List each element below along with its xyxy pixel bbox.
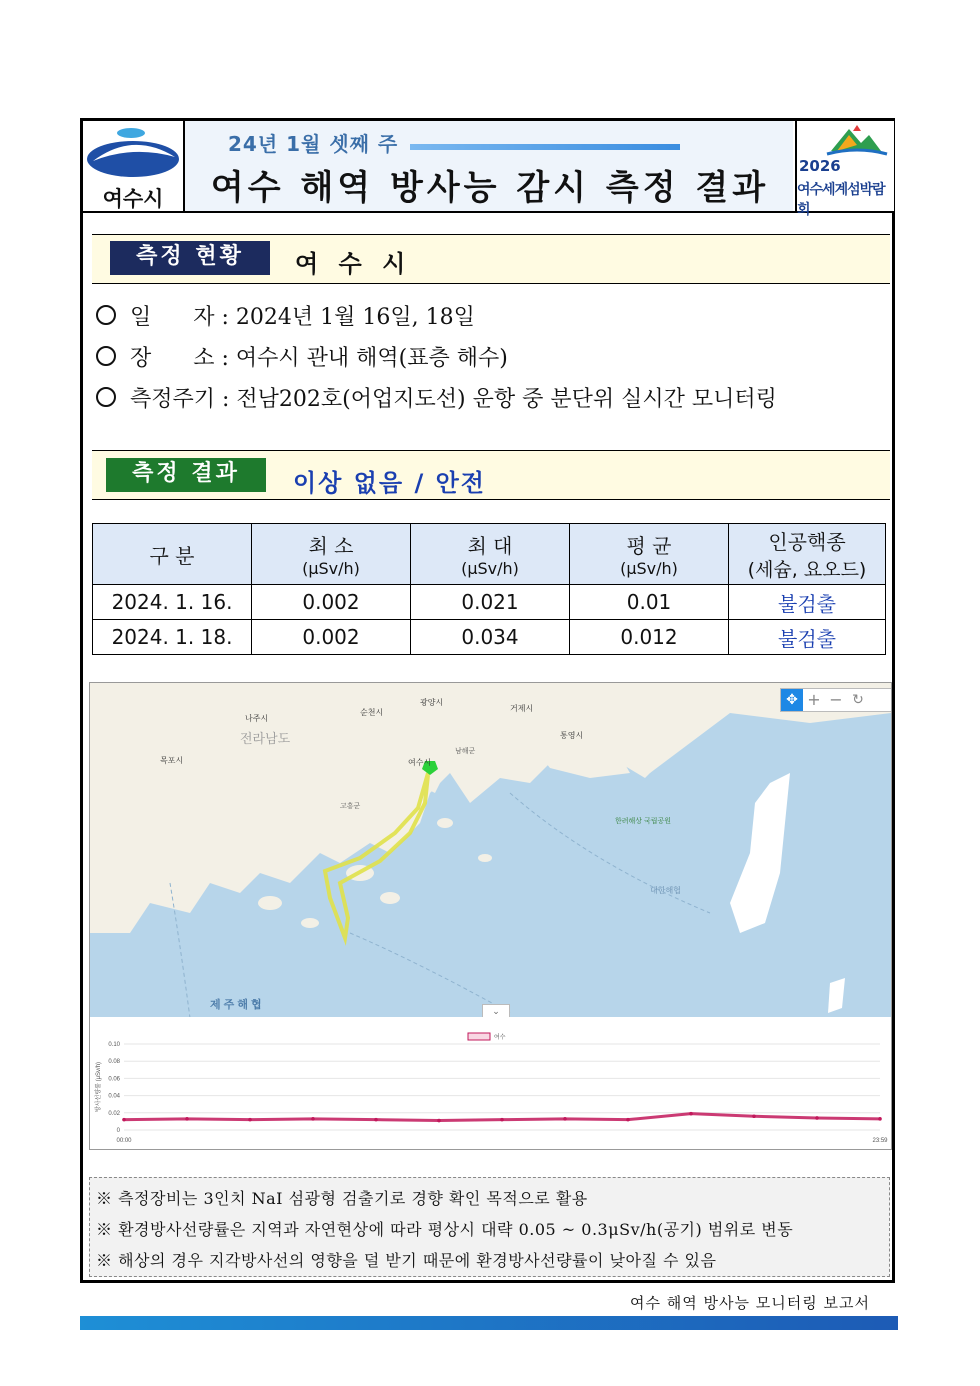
- data-point: [311, 1117, 315, 1121]
- info-value: 전남202호(어업지도선) 운항 중 분단위 실시간 모니터링: [236, 387, 777, 412]
- data-point: [500, 1118, 504, 1122]
- zoom-out-icon[interactable]: −: [829, 690, 843, 709]
- map-label-sea: 대한해협: [650, 886, 681, 895]
- bullet-circle-icon: [96, 387, 116, 407]
- status-section-badge: 측정 현황: [110, 241, 270, 275]
- legend-swatch: [468, 1033, 490, 1040]
- week-underline: [410, 144, 680, 150]
- min-cell: 0.002: [252, 585, 411, 620]
- status-section-value: 여 수 시: [295, 250, 412, 278]
- map-label-city: 목포시: [160, 756, 184, 765]
- result-section-value: 이상 없음 / 안전: [293, 469, 486, 497]
- expo-year: 2026: [799, 157, 841, 175]
- map-label-city: 거제시: [510, 704, 534, 713]
- y-tick-label: 0.06: [108, 1076, 120, 1083]
- header-cell: 인공핵종 (세슘, 요오드): [729, 524, 886, 585]
- shipping-lane: [510, 793, 710, 913]
- route-map[interactable]: [89, 682, 892, 1019]
- data-point: [437, 1119, 441, 1123]
- table-header-row: [93, 524, 886, 585]
- data-point: [248, 1118, 252, 1122]
- footer-bar: [80, 1316, 898, 1330]
- expo-name: 여수세계섬박람회: [797, 182, 885, 218]
- data-point: [626, 1118, 630, 1122]
- island: [258, 896, 282, 910]
- info-value: 여수시 관내 해역(표층 해수): [235, 346, 508, 371]
- refresh-icon[interactable]: ↻: [852, 692, 864, 708]
- avg-cell: 0.01: [570, 585, 729, 620]
- y-tick-label: 0.02: [108, 1110, 120, 1117]
- note-item: ※ 환경방사선량률은 지역과 자연현상에 따라 평상시 대략 0.05 ~ 0.3μSv/h(공기) 범위로 변동: [96, 1220, 794, 1239]
- legend-label: 여수: [494, 1035, 506, 1041]
- info-item-cycle: 측정주기 : 전남202호(어업지도선) 운항 중 분단위 실시간 모니터링: [96, 382, 777, 413]
- map-label-strait: 제 주 해 협: [210, 999, 262, 1011]
- date-cell: 2024. 1. 16.: [93, 585, 252, 620]
- note-item: ※ 측정장비는 3인치 NaI 섬광형 검출기로 경향 확인 목적으로 활용: [96, 1189, 588, 1208]
- info-label: 장 소: [130, 346, 215, 371]
- zoom-in-icon[interactable]: +: [807, 690, 821, 709]
- info-value: 2024년 1월 16일, 18일: [235, 305, 475, 330]
- week-label: 24년 1월 셋째 주: [228, 132, 399, 156]
- data-point: [878, 1117, 882, 1121]
- chevron-down-icon[interactable]: ⌄: [482, 1004, 510, 1019]
- map-canvas[interactable]: [90, 683, 891, 1018]
- dose-rate-chart: [89, 1017, 892, 1150]
- measurement-table: [92, 523, 886, 655]
- bullet-circle-icon: [96, 305, 116, 325]
- footer-text: 여수 해역 방사능 모니터링 보고서: [630, 1294, 870, 1312]
- data-point: [185, 1117, 189, 1121]
- yeosu-logo-icon: [83, 121, 183, 183]
- table-row: [93, 585, 886, 620]
- bullet-circle-icon: [96, 346, 116, 366]
- nuclide-cell: 불검출: [729, 620, 886, 655]
- y-tick-label: 0: [116, 1128, 120, 1134]
- island: [437, 818, 453, 828]
- map-label-province: 전라남도: [240, 731, 291, 746]
- y-tick-label: 0.08: [108, 1059, 120, 1066]
- y-tick-label: 0.04: [108, 1093, 120, 1100]
- map-controls: [780, 688, 892, 712]
- data-point: [563, 1117, 567, 1121]
- move-icon[interactable]: ✥: [781, 689, 803, 711]
- map-label-city: 나주시: [245, 714, 269, 723]
- data-point: [689, 1112, 693, 1116]
- map-label-city: 순천시: [360, 708, 384, 717]
- map-label-county: 남해군: [455, 748, 476, 755]
- data-point: [752, 1114, 756, 1118]
- island: [478, 854, 492, 862]
- map-label-city: 통영시: [560, 731, 584, 740]
- y-tick-label: 0.10: [108, 1042, 120, 1048]
- x-tick-label: 00:00: [116, 1138, 132, 1144]
- page-title: 여수 해역 방사능 감시 측정 결과: [210, 168, 770, 208]
- map-label-park: 한려해상 국립공원: [615, 818, 672, 825]
- expo-mountain-icon: [797, 121, 892, 157]
- header-cell: 최 소 (μSv/h): [252, 524, 411, 585]
- avg-cell: 0.012: [570, 620, 729, 655]
- city-logo-text: 여수시: [102, 187, 164, 211]
- map-label-city: 광양시: [420, 698, 444, 707]
- header-cell: 구 분: [93, 524, 252, 585]
- island: [380, 892, 400, 904]
- note-item: ※ 해상의 경우 지각방사선의 영향을 덜 받기 때문에 환경방사선량률이 낮아질 수 있음: [96, 1251, 717, 1270]
- tsushima-island: [730, 773, 790, 933]
- info-label: 일 자: [130, 305, 215, 330]
- max-cell: 0.021: [411, 585, 570, 620]
- nuclide-cell: 불검출: [729, 585, 886, 620]
- island: [301, 918, 319, 928]
- map-label-city: 여수시: [408, 758, 432, 767]
- result-section-badge: 측정 결과: [106, 458, 266, 492]
- info-item-date: 일 자 : 2024년 1월 16일, 18일: [96, 300, 475, 331]
- data-point: [374, 1118, 378, 1122]
- max-cell: 0.034: [411, 620, 570, 655]
- info-label: 측정주기: [130, 387, 216, 412]
- iki-island: [828, 978, 845, 1013]
- map-label-county: 고흥군: [340, 803, 361, 810]
- date-cell: 2024. 1. 18.: [93, 620, 252, 655]
- header-cell: 최 대 (μSv/h): [411, 524, 570, 585]
- header-cell: 평 균 (μSv/h): [570, 524, 729, 585]
- chart-canvas: [90, 1017, 891, 1149]
- info-item-place: 장 소 : 여수시 관내 해역(표층 해수): [96, 341, 508, 372]
- shipping-lane: [350, 933, 510, 1013]
- min-cell: 0.002: [252, 620, 411, 655]
- x-tick-label: 23:59: [872, 1138, 888, 1144]
- y-axis-label: 방사선량률 (μSv/h): [96, 1061, 102, 1113]
- data-point: [815, 1116, 819, 1120]
- data-point: [122, 1118, 126, 1122]
- table-row: [93, 620, 886, 655]
